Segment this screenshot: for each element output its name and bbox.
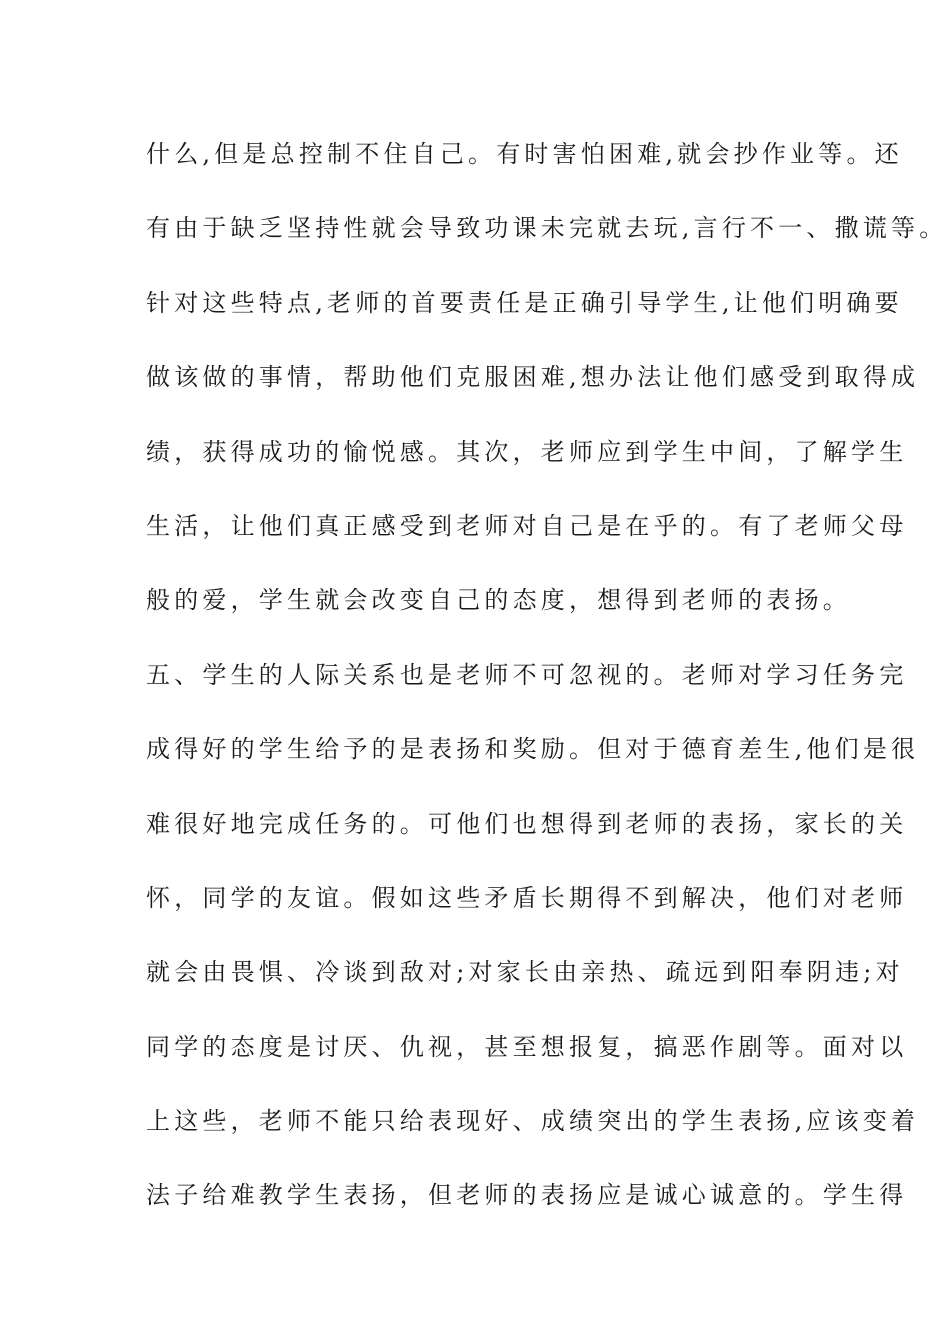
text-line: 上这些，老师不能只给表现好、成绩突出的学生表扬,应该变着 <box>146 1107 920 1136</box>
body-text <box>146 134 950 1250</box>
text-line: 针对这些特点,老师的首要责任是正确引导学生,让他们明确要 <box>146 288 903 317</box>
text-line: 就会由畏惧、冷谈到敌对;对家长由亲热、疏远到阳奉阴违;对 <box>146 958 904 987</box>
text-line: 有由于缺乏坚持性就会导致功课未完就去玩,言行不一、撒谎等。 <box>146 214 948 243</box>
text-line: 般的爱，学生就会改变自己的态度，想得到老师的表扬。 <box>146 586 851 615</box>
text-line: 绩，获得成功的愉悦感。其次，老师应到学生中间，了解学生 <box>146 437 908 466</box>
text-line: 做该做的事情，帮助他们克服困难,想办法让他们感受到取得成 <box>146 363 920 392</box>
text-line: 什么,但是总控制不住自己。有时害怕困难,就会抄作业等。还 <box>146 140 903 168</box>
text-line: 法子给难教学生表扬，但老师的表扬应是诚心诚意的。学生得 <box>146 1181 908 1210</box>
text-line: 难很好地完成任务的。可他们也想得到老师的表扬，家长的关 <box>146 809 908 838</box>
text-line: 五、学生的人际关系也是老师不可忽视的。老师对学习任务完 <box>146 660 908 689</box>
text-line: 怀，同学的友谊。假如这些矛盾长期得不到解决，他们对老师 <box>146 883 908 912</box>
text-line: 同学的态度是讨厌、仇视，甚至想报复，搞恶作剧等。面对以 <box>146 1032 908 1061</box>
text-line: 成得好的学生给予的是表扬和奖励。但对于德育差生,他们是很 <box>146 735 920 764</box>
text-line: 生活，让他们真正感受到老师对自己是在乎的。有了老师父母 <box>146 511 908 540</box>
